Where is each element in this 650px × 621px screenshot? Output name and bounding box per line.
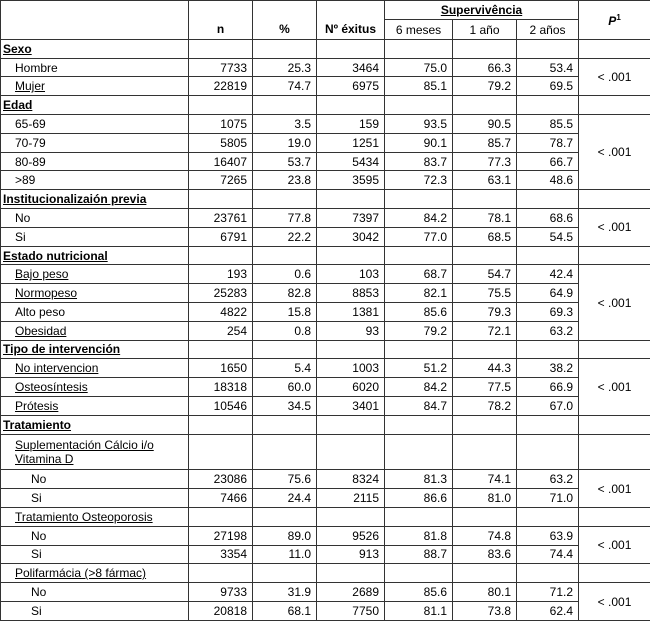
- empty-cell: [579, 434, 650, 470]
- empty-cell: [253, 415, 317, 434]
- row-label: Si: [1, 545, 189, 564]
- n-cell: 6791: [189, 227, 253, 246]
- n-cell: 23761: [189, 209, 253, 228]
- n-cell: 9733: [189, 583, 253, 602]
- table-row: [1, 265, 650, 284]
- empty-cell: [189, 564, 253, 583]
- 6-meses-cell: 75.0: [385, 58, 453, 77]
- empty-cell: [189, 96, 253, 115]
- empty-cell: [517, 190, 579, 209]
- 2-anos-cell: 69.5: [517, 77, 579, 96]
- pct-cell: 19.0: [253, 133, 317, 152]
- 6-meses-cell: 72.3: [385, 171, 453, 190]
- pct-cell: 23.8: [253, 171, 317, 190]
- 6-meses-cell: 86.6: [385, 489, 453, 508]
- p-value: < .001: [579, 359, 650, 415]
- row-label: >89: [1, 171, 189, 190]
- 6-meses-cell: 85.1: [385, 77, 453, 96]
- n-cell: 18318: [189, 378, 253, 397]
- empty-cell: [517, 246, 579, 265]
- 1-ano-cell: 63.1: [453, 171, 517, 190]
- 1-ano-cell: 79.2: [453, 77, 517, 96]
- empty-cell: [453, 434, 517, 470]
- empty-cell: [453, 340, 517, 359]
- section-label: Edad: [1, 96, 189, 115]
- pct-cell: 77.8: [253, 209, 317, 228]
- empty-cell: [453, 246, 517, 265]
- empty-cell: [189, 190, 253, 209]
- 2-anos-cell: 74.4: [517, 545, 579, 564]
- n-cell: 22819: [189, 77, 253, 96]
- pct-cell: 22.2: [253, 227, 317, 246]
- pct-cell: 34.5: [253, 396, 317, 415]
- 6-meses-cell: 84.2: [385, 209, 453, 228]
- p-value: < .001: [579, 470, 650, 508]
- 1-ano-cell: 80.1: [453, 583, 517, 602]
- empty-cell: [189, 340, 253, 359]
- n-cell: 1650: [189, 359, 253, 378]
- header-empty: [1, 20, 189, 39]
- section-row-trat: [1, 415, 650, 434]
- table-row: [1, 470, 650, 489]
- 1-ano-header: 1 año: [453, 20, 517, 39]
- supervivencia-header: Supervivência: [385, 1, 579, 20]
- header-row-1: [1, 1, 650, 20]
- empty-cell: [317, 415, 385, 434]
- 6-meses-cell: 84.7: [385, 396, 453, 415]
- p-value: < .001: [579, 115, 650, 190]
- table-row: [1, 133, 650, 152]
- empty-cell: [517, 507, 579, 526]
- pct-cell: 5.4: [253, 359, 317, 378]
- pct-cell: 25.3: [253, 58, 317, 77]
- 1-ano-cell: 66.3: [453, 58, 517, 77]
- header-empty: [1, 1, 189, 20]
- 2-anos-cell: 69.3: [517, 303, 579, 322]
- 2-anos-cell: 71.2: [517, 583, 579, 602]
- empty-cell: [253, 507, 317, 526]
- n-cell: 7733: [189, 58, 253, 77]
- 1-ano-cell: 54.7: [453, 265, 517, 284]
- p-value: < .001: [579, 583, 650, 621]
- exitus-cell: 3042: [317, 227, 385, 246]
- row-label: Si: [1, 601, 189, 620]
- empty-cell: [189, 507, 253, 526]
- n-cell: 20818: [189, 601, 253, 620]
- empty-cell: [453, 96, 517, 115]
- section-label: Tipo de intervención: [1, 340, 189, 359]
- table-row: [1, 489, 650, 508]
- empty-cell: [517, 434, 579, 470]
- row-label: Si: [1, 489, 189, 508]
- table-row: [1, 321, 650, 340]
- table-row: [1, 171, 650, 190]
- empty-cell: [517, 564, 579, 583]
- 1-ano-cell: 90.5: [453, 115, 517, 134]
- empty-cell: [453, 564, 517, 583]
- pct-cell: 89.0: [253, 526, 317, 545]
- 2-anos-cell: 67.0: [517, 396, 579, 415]
- exitus-cell: 5434: [317, 152, 385, 171]
- empty-cell: [317, 340, 385, 359]
- row-label: Alto peso: [1, 303, 189, 322]
- exitus-cell: 9526: [317, 526, 385, 545]
- empty-cell: [317, 434, 385, 470]
- n-cell: 193: [189, 265, 253, 284]
- row-label: No: [1, 526, 189, 545]
- 2-anos-cell: 63.2: [517, 470, 579, 489]
- 1-ano-cell: 83.6: [453, 545, 517, 564]
- p-value: < .001: [579, 265, 650, 340]
- exitus-cell: 3464: [317, 58, 385, 77]
- 1-ano-cell: 77.5: [453, 378, 517, 397]
- empty-cell: [453, 507, 517, 526]
- row-label: Normopeso: [1, 284, 189, 303]
- 2-anos-cell: 53.4: [517, 58, 579, 77]
- empty-cell: [517, 415, 579, 434]
- exitus-cell: 1251: [317, 133, 385, 152]
- 6-meses-cell: 93.5: [385, 115, 453, 134]
- empty-cell: [317, 39, 385, 58]
- table-row: [1, 209, 650, 228]
- exitus-cell: 7750: [317, 601, 385, 620]
- exitus-cell: 3595: [317, 171, 385, 190]
- 2-anos-cell: 62.4: [517, 601, 579, 620]
- empty-cell: [453, 39, 517, 58]
- 1-ano-cell: 79.3: [453, 303, 517, 322]
- empty-cell: [317, 507, 385, 526]
- row-label: No: [1, 470, 189, 489]
- 6-meses-cell: 81.8: [385, 526, 453, 545]
- pct-cell: 15.8: [253, 303, 317, 322]
- empty-cell: [453, 190, 517, 209]
- n-cell: 25283: [189, 284, 253, 303]
- n-cell: 23086: [189, 470, 253, 489]
- 1-ano-cell: 78.1: [453, 209, 517, 228]
- exitus-cell: 159: [317, 115, 385, 134]
- empty-cell: [385, 564, 453, 583]
- table-row: [1, 526, 650, 545]
- exitus-cell: 8324: [317, 470, 385, 489]
- 2-anos-cell: 64.9: [517, 284, 579, 303]
- 2-anos-cell: 48.6: [517, 171, 579, 190]
- empty-cell: [317, 96, 385, 115]
- table-row: [1, 227, 650, 246]
- 1-ano-cell: 75.5: [453, 284, 517, 303]
- n-cell: 5805: [189, 133, 253, 152]
- table-row: [1, 115, 650, 134]
- p-header: $P^1$: [579, 1, 650, 40]
- empty-cell: [385, 434, 453, 470]
- empty-cell: [317, 564, 385, 583]
- exitus-cell: 93: [317, 321, 385, 340]
- pct-cell: 60.0: [253, 378, 317, 397]
- 2-anos-cell: 63.2: [517, 321, 579, 340]
- n-cell: 27198: [189, 526, 253, 545]
- subheading-row-osteo: [1, 507, 650, 526]
- 6-meses-cell: 88.7: [385, 545, 453, 564]
- pct-cell: 82.8: [253, 284, 317, 303]
- header-empty: [253, 1, 317, 20]
- table-row: [1, 152, 650, 171]
- n-cell: 7265: [189, 171, 253, 190]
- empty-cell: [579, 246, 650, 265]
- table-row: [1, 378, 650, 397]
- section-row-nutri: [1, 246, 650, 265]
- exitus-cell: 6975: [317, 77, 385, 96]
- exitus-cell: 913: [317, 545, 385, 564]
- 1-ano-cell: 68.5: [453, 227, 517, 246]
- pct-cell: 3.5: [253, 115, 317, 134]
- empty-cell: [385, 415, 453, 434]
- section-label: Estado nutricional: [1, 246, 189, 265]
- 1-ano-cell: 74.8: [453, 526, 517, 545]
- pct-cell: 0.6: [253, 265, 317, 284]
- exitus-cell: 1003: [317, 359, 385, 378]
- section-row-inst: [1, 190, 650, 209]
- 6-meses-cell: 81.3: [385, 470, 453, 489]
- 6-meses-cell: 84.2: [385, 378, 453, 397]
- 2-anos-cell: 66.7: [517, 152, 579, 171]
- p-value: < .001: [579, 526, 650, 564]
- n-cell: 1075: [189, 115, 253, 134]
- empty-cell: [189, 434, 253, 470]
- row-label: Mujer: [1, 77, 189, 96]
- 6-meses-cell: 51.2: [385, 359, 453, 378]
- pct-cell: 31.9: [253, 583, 317, 602]
- 6-meses-header: 6 meses: [385, 20, 453, 39]
- section-label: Sexo: [1, 39, 189, 58]
- 2-anos-cell: 71.0: [517, 489, 579, 508]
- 1-ano-cell: 81.0: [453, 489, 517, 508]
- n-cell: 254: [189, 321, 253, 340]
- table-row: [1, 359, 650, 378]
- pct-cell: 11.0: [253, 545, 317, 564]
- row-label: Bajo peso: [1, 265, 189, 284]
- 6-meses-cell: 85.6: [385, 303, 453, 322]
- empty-cell: [579, 39, 650, 58]
- 6-meses-cell: 68.7: [385, 265, 453, 284]
- exitus-cell: 7397: [317, 209, 385, 228]
- 6-meses-cell: 85.6: [385, 583, 453, 602]
- subheading-label: Suplementación Cálcio i/o Vitamina D: [1, 434, 189, 470]
- exitus-header: Nº éxitus: [317, 20, 385, 39]
- exitus-cell: 103: [317, 265, 385, 284]
- 6-meses-cell: 79.2: [385, 321, 453, 340]
- empty-cell: [517, 340, 579, 359]
- 1-ano-cell: 73.8: [453, 601, 517, 620]
- table-row: [1, 583, 650, 602]
- 6-meses-cell: 83.7: [385, 152, 453, 171]
- pct-cell: 68.1: [253, 601, 317, 620]
- exitus-cell: 1381: [317, 303, 385, 322]
- row-label: Obesidad: [1, 321, 189, 340]
- empty-cell: [579, 190, 650, 209]
- 2-anos-cell: 66.9: [517, 378, 579, 397]
- p-value: < .001: [579, 58, 650, 96]
- 1-ano-cell: 44.3: [453, 359, 517, 378]
- 2-anos-cell: 54.5: [517, 227, 579, 246]
- empty-cell: [253, 39, 317, 58]
- row-label: No: [1, 209, 189, 228]
- empty-cell: [385, 340, 453, 359]
- row-label: No intervencion: [1, 359, 189, 378]
- empty-cell: [253, 340, 317, 359]
- empty-cell: [189, 415, 253, 434]
- 6-meses-cell: 77.0: [385, 227, 453, 246]
- 2-anos-cell: 38.2: [517, 359, 579, 378]
- pct-cell: 53.7: [253, 152, 317, 171]
- pct-cell: 0.8: [253, 321, 317, 340]
- section-row-sexo: [1, 39, 650, 58]
- empty-cell: [253, 246, 317, 265]
- row-label: No: [1, 583, 189, 602]
- header-empty: [317, 1, 385, 20]
- 2-anos-cell: 85.5: [517, 115, 579, 134]
- row-label: Si: [1, 227, 189, 246]
- table-row: [1, 284, 650, 303]
- n-header: n: [189, 20, 253, 39]
- empty-cell: [517, 96, 579, 115]
- empty-cell: [385, 507, 453, 526]
- exitus-cell: 3401: [317, 396, 385, 415]
- exitus-cell: 2115: [317, 489, 385, 508]
- 2-anos-cell: 68.6: [517, 209, 579, 228]
- empty-cell: [317, 190, 385, 209]
- subheading-row-polif: [1, 564, 650, 583]
- subheading-label: Tratamiento Osteoporosis: [1, 507, 189, 526]
- n-cell: 4822: [189, 303, 253, 322]
- section-label: Tratamiento: [1, 415, 189, 434]
- empty-cell: [253, 434, 317, 470]
- empty-cell: [579, 96, 650, 115]
- 2-anos-header: 2 años: [517, 20, 579, 39]
- pct-cell: 74.7: [253, 77, 317, 96]
- 6-meses-cell: 90.1: [385, 133, 453, 152]
- 6-meses-cell: 82.1: [385, 284, 453, 303]
- header-row-2: [1, 20, 650, 39]
- table-row: [1, 601, 650, 620]
- row-label: Hombre: [1, 58, 189, 77]
- n-cell: 16407: [189, 152, 253, 171]
- 6-meses-cell: 81.1: [385, 601, 453, 620]
- empty-cell: [385, 246, 453, 265]
- empty-cell: [579, 507, 650, 526]
- table-row: [1, 77, 650, 96]
- section-label: Institucionalizaión previa: [1, 190, 189, 209]
- empty-cell: [385, 39, 453, 58]
- 2-anos-cell: 42.4: [517, 265, 579, 284]
- n-cell: 3354: [189, 545, 253, 564]
- table-row: [1, 58, 650, 77]
- row-label: 80-89: [1, 152, 189, 171]
- section-row-edad: [1, 96, 650, 115]
- empty-cell: [253, 564, 317, 583]
- empty-cell: [385, 190, 453, 209]
- row-label: 65-69: [1, 115, 189, 134]
- 1-ano-cell: 85.7: [453, 133, 517, 152]
- n-cell: 7466: [189, 489, 253, 508]
- empty-cell: [517, 39, 579, 58]
- empty-cell: [579, 340, 650, 359]
- header-empty: [189, 1, 253, 20]
- table-row: [1, 545, 650, 564]
- empty-cell: [253, 190, 317, 209]
- empty-cell: [189, 246, 253, 265]
- empty-cell: [253, 96, 317, 115]
- subheading-row-suple: [1, 434, 650, 470]
- exitus-cell: 6020: [317, 378, 385, 397]
- empty-cell: [189, 39, 253, 58]
- 2-anos-cell: 63.9: [517, 526, 579, 545]
- exitus-cell: 8853: [317, 284, 385, 303]
- pct-cell: 24.4: [253, 489, 317, 508]
- 1-ano-cell: 77.3: [453, 152, 517, 171]
- empty-cell: [579, 415, 650, 434]
- subheading-label: Polifarmácia (>8 fármac): [1, 564, 189, 583]
- 1-ano-cell: 72.1: [453, 321, 517, 340]
- table-row: [1, 303, 650, 322]
- empty-cell: [453, 415, 517, 434]
- 1-ano-cell: 78.2: [453, 396, 517, 415]
- row-label: 70-79: [1, 133, 189, 152]
- p-value: < .001: [579, 209, 650, 247]
- section-row-tipo: [1, 340, 650, 359]
- 1-ano-cell: 74.1: [453, 470, 517, 489]
- n-cell: 10546: [189, 396, 253, 415]
- empty-cell: [579, 564, 650, 583]
- table-row: [1, 396, 650, 415]
- exitus-cell: 2689: [317, 583, 385, 602]
- pct-cell: 75.6: [253, 470, 317, 489]
- pct-header: %: [253, 20, 317, 39]
- row-label: Prótesis: [1, 396, 189, 415]
- empty-cell: [317, 246, 385, 265]
- 2-anos-cell: 78.7: [517, 133, 579, 152]
- empty-cell: [385, 96, 453, 115]
- row-label: Osteosíntesis: [1, 378, 189, 397]
